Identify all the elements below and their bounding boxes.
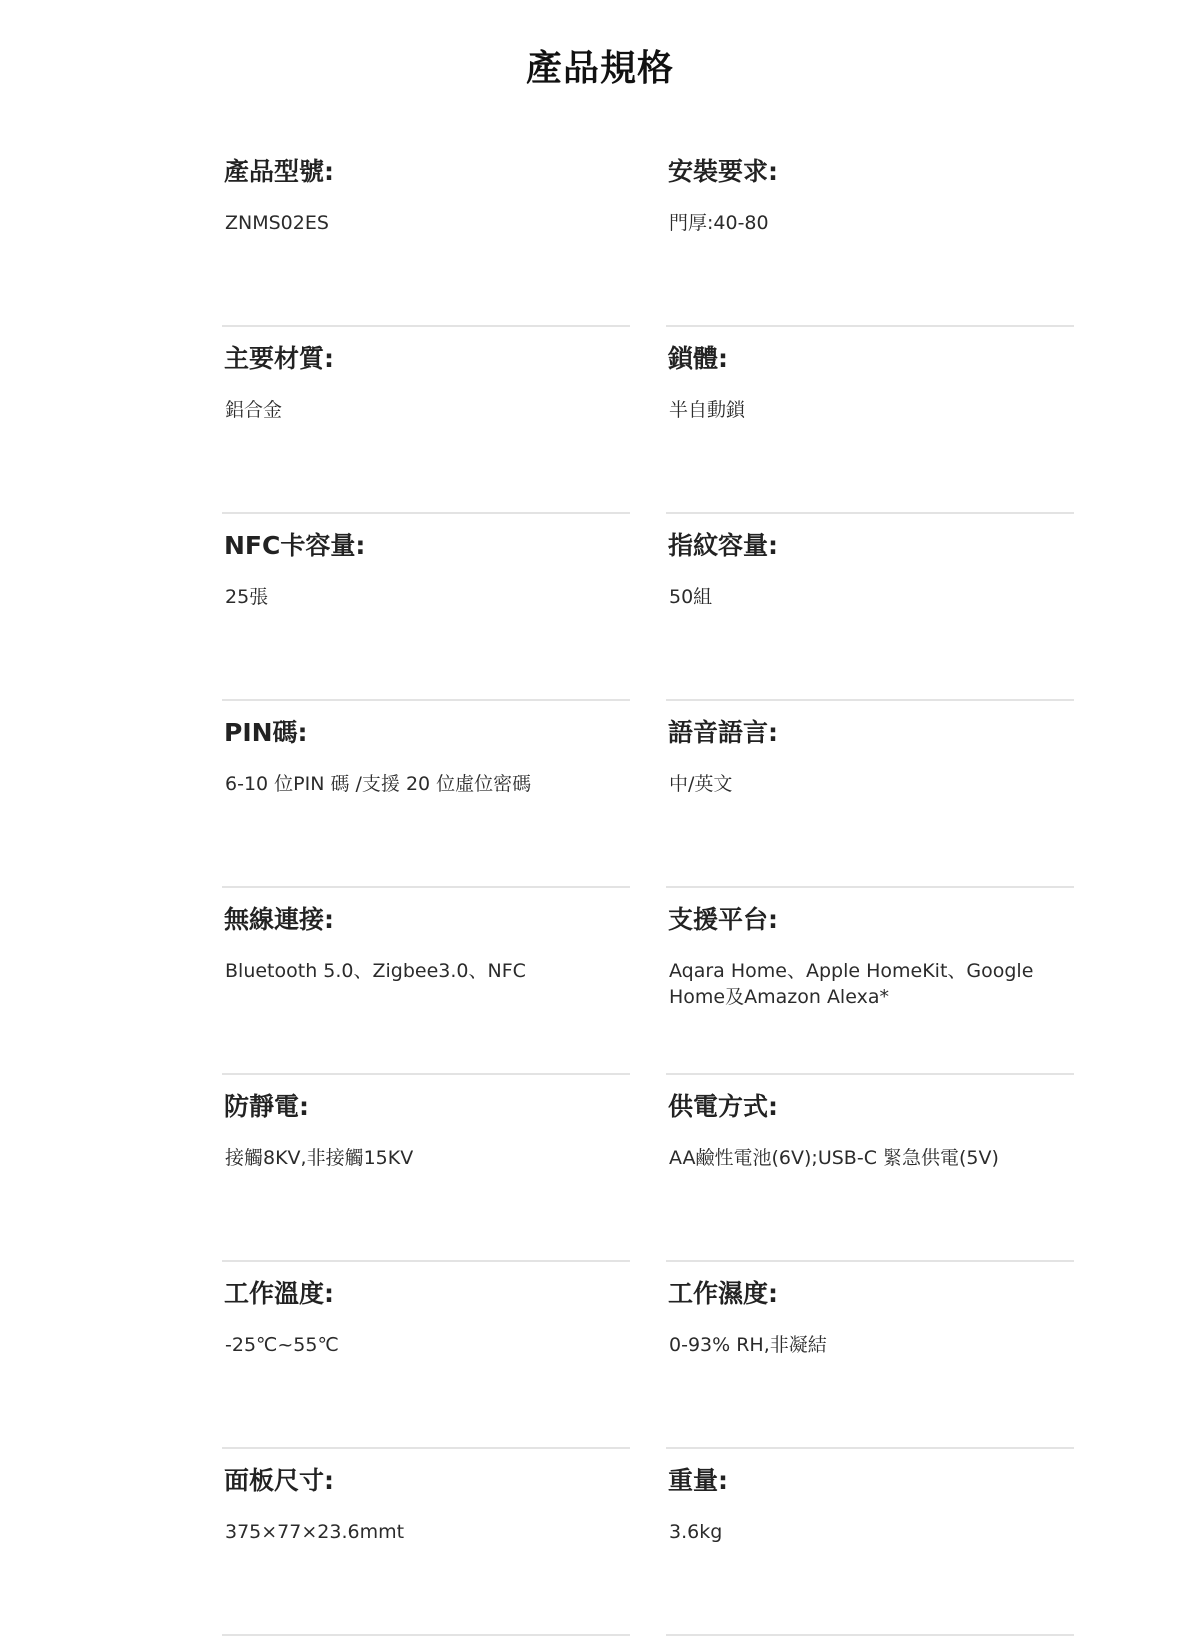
spec-value: 接觸8KV,非接觸15KV [225, 1147, 414, 1169]
spec-label: 指紋容量: [668, 531, 778, 560]
spec-label: 支援平台: [668, 905, 778, 934]
spec-item-nfc-capacity [222, 514, 630, 701]
spec-item-weight [666, 1449, 1074, 1636]
spec-value: 鋁合金 [225, 399, 283, 421]
spec-label: 安裝要求: [668, 157, 778, 186]
spec-label: 產品型號: [224, 157, 334, 186]
spec-item-power-supply [666, 1075, 1074, 1262]
spec-value: 50組 [669, 586, 713, 608]
spec-item-platforms [666, 888, 1074, 1075]
spec-label: 工作濕度: [668, 1279, 778, 1308]
spec-label: PIN碼: [224, 718, 308, 747]
page-title: 產品規格 [525, 48, 674, 89]
spec-value: 門厚:40-80 [669, 212, 769, 234]
spec-label: 供電方式: [668, 1092, 778, 1121]
spec-item-lock-body [666, 327, 1074, 514]
spec-item-operating-temperature [222, 1262, 630, 1449]
spec-item-model [222, 140, 630, 327]
spec-label: 重量: [668, 1466, 728, 1495]
spec-value: -25℃~55℃ [225, 1334, 339, 1356]
spec-item-operating-humidity [666, 1262, 1074, 1449]
spec-item-material [222, 327, 630, 514]
spec-label: 語音語言: [668, 718, 778, 747]
spec-label: 鎖體: [668, 344, 728, 373]
spec-value: 中/英文 [669, 773, 733, 795]
spec-label: 工作溫度: [224, 1279, 334, 1308]
spec-value: 375×77×23.6mmt [225, 1521, 405, 1543]
spec-value: AA鹼性電池(6V);USB-C 緊急供電(5V) [669, 1147, 999, 1169]
spec-label: 面板尺寸: [224, 1466, 334, 1495]
spec-label: NFC卡容量: [224, 531, 366, 560]
spec-value: 3.6kg [669, 1521, 723, 1543]
spec-value: Aqara Home、Apple HomeKit、Google Home及Amazon Alexa* [669, 960, 1034, 1008]
spec-item-wireless [222, 888, 630, 1075]
spec-value: 0-93% RH,非凝結 [669, 1334, 827, 1356]
spec-label: 主要材質: [224, 344, 334, 373]
spec-item-pin-code [222, 701, 630, 888]
spec-item-panel-size [222, 1449, 630, 1636]
spec-label: 防靜電: [224, 1092, 309, 1121]
spec-value: 半自動鎖 [669, 399, 746, 421]
spec-item-fingerprint-capacity [666, 514, 1074, 701]
spec-label: 無線連接: [224, 905, 334, 934]
spec-item-voice-language [666, 701, 1074, 888]
spec-item-installation [666, 140, 1074, 327]
spec-item-anti-static [222, 1075, 630, 1262]
spec-grid [222, 140, 1074, 1636]
spec-value: 25張 [225, 586, 269, 608]
spec-value: 6-10 位PIN 碼 /支援 20 位虛位密碼 [225, 773, 532, 795]
spec-value: Bluetooth 5.0、Zigbee3.0、NFC [225, 960, 526, 982]
spec-value: ZNMS02ES [225, 212, 329, 234]
